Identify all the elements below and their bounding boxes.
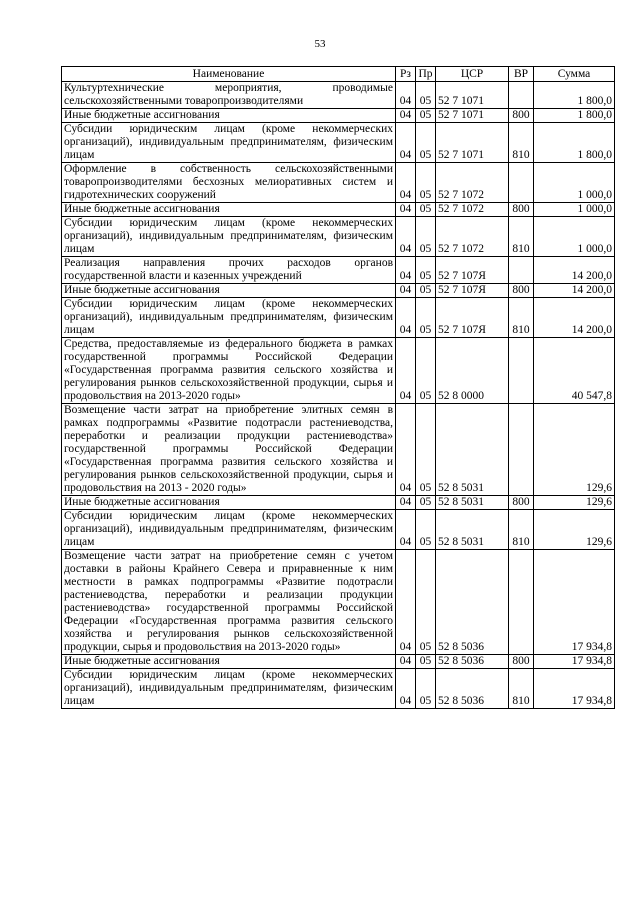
cell-csr: 52 7 1072 bbox=[436, 217, 509, 257]
cell-pr: 05 bbox=[416, 257, 436, 284]
cell-csr: 52 8 5031 bbox=[436, 496, 509, 510]
cell-name: Возмещение части затрат на приобретение элитных семян в рамках подпрограммы «Развитие подотрасли растениеводства, переработки и реализации продукции растениеводства» государственной программы Российской Федерации «Государственная программа развития сельского хозяйства и регулирования рынков сельскохозяйственной продукции, сырья и продовольствия на 2013 - 2020 годы» bbox=[62, 404, 396, 496]
cell-vr: 810 bbox=[509, 298, 534, 338]
table-row bbox=[62, 257, 615, 284]
cell-rz: 04 bbox=[396, 404, 416, 496]
cell-name: Субсидии юридическим лицам (кроме некоммерческих организаций), индивидуальным предпринимателям, физическим лицам bbox=[62, 123, 396, 163]
page-number: 53 bbox=[314, 38, 326, 50]
cell-csr: 52 7 107Я bbox=[436, 257, 509, 284]
table-row bbox=[62, 338, 615, 404]
cell-pr: 05 bbox=[416, 163, 436, 203]
cell-sum: 1 800,0 bbox=[534, 109, 615, 123]
header-vr: ВР bbox=[509, 67, 534, 82]
cell-csr: 52 7 1072 bbox=[436, 203, 509, 217]
cell-rz: 04 bbox=[396, 298, 416, 338]
cell-vr: 810 bbox=[509, 510, 534, 550]
cell-vr: 800 bbox=[509, 109, 534, 123]
cell-name: Культуртехнические мероприятия, проводимые сельскохозяйственными товаропроизводителями bbox=[62, 82, 396, 109]
table-row bbox=[62, 123, 615, 163]
cell-csr: 52 7 107Я bbox=[436, 284, 509, 298]
cell-vr: 810 bbox=[509, 217, 534, 257]
cell-pr: 05 bbox=[416, 655, 436, 669]
cell-name: Иные бюджетные ассигнования bbox=[62, 496, 396, 510]
table-row bbox=[62, 655, 615, 669]
cell-name: Субсидии юридическим лицам (кроме некоммерческих организаций), индивидуальным предпринимателям, физическим лицам bbox=[62, 298, 396, 338]
cell-vr: 800 bbox=[509, 284, 534, 298]
cell-csr: 52 8 5036 bbox=[436, 550, 509, 655]
cell-vr: 800 bbox=[509, 203, 534, 217]
cell-vr: 800 bbox=[509, 655, 534, 669]
cell-vr bbox=[509, 82, 534, 109]
table-row bbox=[62, 510, 615, 550]
cell-sum: 14 200,0 bbox=[534, 284, 615, 298]
cell-name: Субсидии юридическим лицам (кроме некоммерческих организаций), индивидуальным предпринимателям, физическим лицам bbox=[62, 217, 396, 257]
header-sum: Сумма bbox=[534, 67, 615, 82]
header-pr: Пр bbox=[416, 67, 436, 82]
cell-pr: 05 bbox=[416, 404, 436, 496]
cell-rz: 04 bbox=[396, 82, 416, 109]
cell-rz: 04 bbox=[396, 550, 416, 655]
cell-csr: 52 7 1072 bbox=[436, 163, 509, 203]
cell-rz: 04 bbox=[396, 203, 416, 217]
cell-sum: 40 547,8 bbox=[534, 338, 615, 404]
cell-vr bbox=[509, 163, 534, 203]
header-rz: Рз bbox=[396, 67, 416, 82]
cell-name: Субсидии юридическим лицам (кроме некоммерческих организаций), индивидуальным предпринимателям, физическим лицам bbox=[62, 510, 396, 550]
cell-sum: 129,6 bbox=[534, 404, 615, 496]
cell-rz: 04 bbox=[396, 217, 416, 257]
table-row bbox=[62, 404, 615, 496]
table-row bbox=[62, 550, 615, 655]
table-row bbox=[62, 284, 615, 298]
cell-csr: 52 8 5031 bbox=[436, 404, 509, 496]
cell-sum: 1 000,0 bbox=[534, 203, 615, 217]
cell-sum: 1 800,0 bbox=[534, 82, 615, 109]
table-row bbox=[62, 298, 615, 338]
header-name: Наименование bbox=[62, 67, 396, 82]
cell-pr: 05 bbox=[416, 510, 436, 550]
cell-pr: 05 bbox=[416, 203, 436, 217]
table-row bbox=[62, 496, 615, 510]
cell-pr: 05 bbox=[416, 298, 436, 338]
cell-rz: 04 bbox=[396, 163, 416, 203]
budget-table bbox=[61, 66, 615, 709]
cell-vr bbox=[509, 404, 534, 496]
cell-rz: 04 bbox=[396, 257, 416, 284]
cell-pr: 05 bbox=[416, 550, 436, 655]
cell-name: Оформление в собственность сельскохозяйственными товаропроизводителями бесхозных мелиоративных систем и гидротехнических сооружений bbox=[62, 163, 396, 203]
cell-name: Реализация направления прочих расходов органов государственной власти и казенных учреждений bbox=[62, 257, 396, 284]
cell-pr: 05 bbox=[416, 109, 436, 123]
cell-sum: 129,6 bbox=[534, 496, 615, 510]
cell-vr bbox=[509, 550, 534, 655]
cell-name: Субсидии юридическим лицам (кроме некоммерческих организаций), индивидуальным предпринимателям, физическим лицам bbox=[62, 669, 396, 709]
table-header-row bbox=[62, 67, 615, 82]
table-row bbox=[62, 109, 615, 123]
cell-vr: 810 bbox=[509, 123, 534, 163]
cell-csr: 52 8 5031 bbox=[436, 510, 509, 550]
cell-csr: 52 8 0000 bbox=[436, 338, 509, 404]
cell-csr: 52 8 5036 bbox=[436, 655, 509, 669]
cell-name: Иные бюджетные ассигнования bbox=[62, 655, 396, 669]
cell-name: Возмещение части затрат на приобретение семян с учетом доставки в районы Крайнего Севера и приравненные к ним местности в рамках подпрограммы «Развитие подотрасли растениеводства, переработки и реализации продукции растениеводства» государственной программы Российской Федерации «Государственная программа развития сельского хозяйства и регулирования рынков сельскохозяйственной продукции, сырья и продовольствия на 2013-2020 годы» bbox=[62, 550, 396, 655]
cell-vr: 800 bbox=[509, 496, 534, 510]
cell-rz: 04 bbox=[396, 338, 416, 404]
cell-vr bbox=[509, 338, 534, 404]
cell-rz: 04 bbox=[396, 669, 416, 709]
cell-pr: 05 bbox=[416, 82, 436, 109]
cell-sum: 17 934,8 bbox=[534, 655, 615, 669]
table-body bbox=[62, 82, 615, 709]
cell-pr: 05 bbox=[416, 284, 436, 298]
cell-sum: 17 934,8 bbox=[534, 669, 615, 709]
table-row bbox=[62, 669, 615, 709]
cell-pr: 05 bbox=[416, 496, 436, 510]
cell-csr: 52 7 1071 bbox=[436, 82, 509, 109]
cell-csr: 52 7 107Я bbox=[436, 298, 509, 338]
cell-sum: 129,6 bbox=[534, 510, 615, 550]
cell-sum: 14 200,0 bbox=[534, 257, 615, 284]
cell-name: Средства, предоставляемые из федерального бюджета в рамках государственной программы Российской Федерации «Государственная программа развития сельского хозяйства и регулирования рынков сельскохозяйственной продукции, сырья и продовольствия на 2013-2020 годы» bbox=[62, 338, 396, 404]
cell-vr bbox=[509, 257, 534, 284]
cell-sum: 1 000,0 bbox=[534, 163, 615, 203]
cell-sum: 17 934,8 bbox=[534, 550, 615, 655]
cell-rz: 04 bbox=[396, 496, 416, 510]
cell-sum: 1 000,0 bbox=[534, 217, 615, 257]
cell-rz: 04 bbox=[396, 284, 416, 298]
cell-csr: 52 7 1071 bbox=[436, 123, 509, 163]
table-row bbox=[62, 203, 615, 217]
cell-vr: 810 bbox=[509, 669, 534, 709]
cell-rz: 04 bbox=[396, 510, 416, 550]
cell-csr: 52 7 1071 bbox=[436, 109, 509, 123]
cell-sum: 1 800,0 bbox=[534, 123, 615, 163]
cell-rz: 04 bbox=[396, 109, 416, 123]
cell-name: Иные бюджетные ассигнования bbox=[62, 109, 396, 123]
cell-sum: 14 200,0 bbox=[534, 298, 615, 338]
cell-pr: 05 bbox=[416, 669, 436, 709]
cell-rz: 04 bbox=[396, 123, 416, 163]
cell-rz: 04 bbox=[396, 655, 416, 669]
cell-pr: 05 bbox=[416, 123, 436, 163]
table-row bbox=[62, 217, 615, 257]
cell-name: Иные бюджетные ассигнования bbox=[62, 284, 396, 298]
table-row bbox=[62, 82, 615, 109]
cell-csr: 52 8 5036 bbox=[436, 669, 509, 709]
table-row bbox=[62, 163, 615, 203]
cell-name: Иные бюджетные ассигнования bbox=[62, 203, 396, 217]
cell-pr: 05 bbox=[416, 338, 436, 404]
cell-pr: 05 bbox=[416, 217, 436, 257]
header-csr: ЦСР bbox=[436, 67, 509, 82]
